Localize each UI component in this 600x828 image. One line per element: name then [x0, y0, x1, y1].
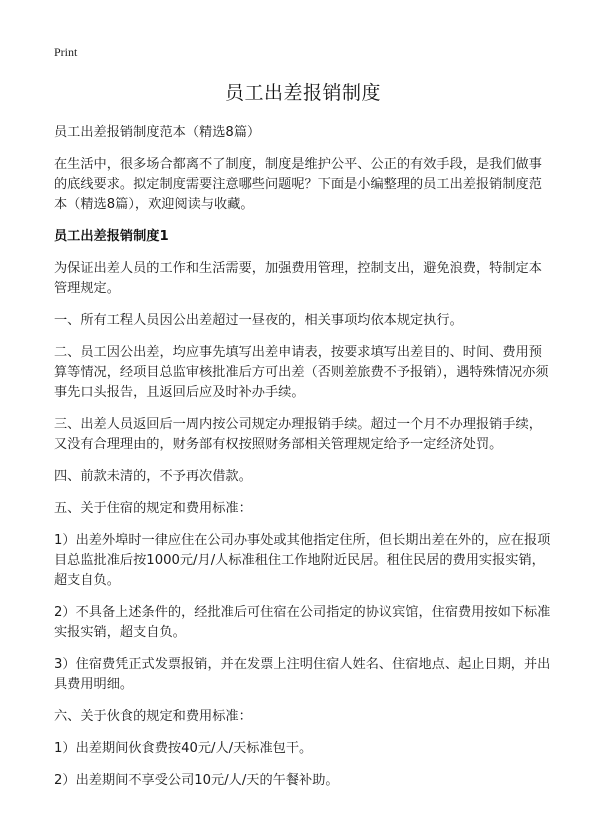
intro-paragraph: 在生活中，很多场合都离不了制度，制度是维护公平、公正的有效手段，是我们做事的底线要求。拟定制度需要注意哪些问题呢？下面是小编整理的员工出差报销制度范本（精选8篇），欢迎阅读与收藏。 [54, 157, 542, 212]
paragraph-clause-3: 三、出差人员返回后一周内按公司规定办理报销手续。超过一个月不办理报销手续，又没有合理理由的，财务部有权按照财务部相关管理规定给予一定经济处罚。 [54, 417, 542, 452]
print-link[interactable]: Print [54, 45, 78, 59]
paragraph-clause-5: 五、关于住宿的规定和费用标准： [54, 501, 252, 516]
paragraph-purpose: 为保证出差人员的工作和生活需要，加强费用管理，控制支出，避免浪费，特制定本管理规定。 [54, 261, 542, 296]
paragraph-lodging-3: 3）住宿费凭正式发票报销，并在发票上注明住宿人姓名、住宿地点、起止日期，并出具费用明细。 [54, 657, 551, 692]
paragraph-clause-1: 一、所有工程人员因公出差超过一昼夜的，相关事项均依本规定执行。 [54, 313, 463, 328]
paragraph-meals-1: 1）出差期间伙食费按40元/人/天标准包干。 [54, 741, 313, 756]
paragraph-clause-2: 二、员工因公出差，均应事先填写出差申请表，按要求填写出差目的、时间、费用预算等情况，经项目总监审核批准后方可出差（否则差旅费不予报销），遇特殊情况亦须事先口头报告，且返回后应及时补办手续。 [54, 345, 549, 400]
paragraph-meals-2: 2）出差期间不享受公司10元/人/天的午餐补助。 [54, 773, 339, 788]
paragraph-clause-6: 六、关于伙食的规定和费用标准： [54, 709, 252, 724]
document-subtitle: 员工出差报销制度范本（精选8篇） [54, 125, 261, 140]
page-title: 员工出差报销制度 [224, 82, 381, 104]
document-body [54, 78, 552, 803]
paragraph-lodging-2: 2）不具备上述条件的，经批准后可住宿在公司指定的协议宾馆，住宿费用按如下标准实报实销，超支自负。 [54, 605, 551, 640]
section-heading: 员工出差报销制度1 [54, 229, 169, 244]
paragraph-clause-4: 四、前款未清的，不予再次借款。 [54, 469, 252, 484]
paragraph-lodging-1: 1）出差外埠时一律应住在公司办事处或其他指定住所，但长期出差在外的，应在报项目总监批准后按1000元/月/人标准租住工作地附近民居。租住民居的费用实报实销，超支自负。 [54, 533, 551, 588]
